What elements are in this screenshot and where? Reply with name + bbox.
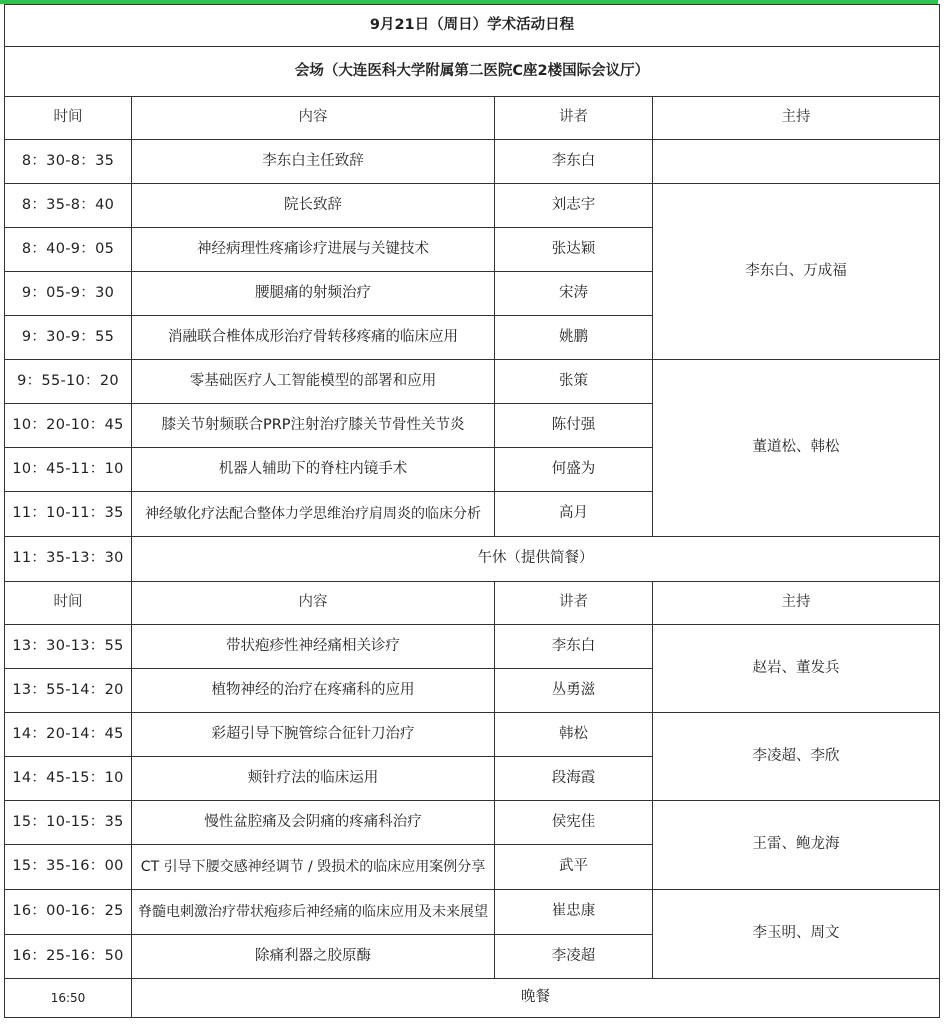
session-speaker: 韩松 [495, 713, 653, 757]
session-host: 李凌超、李欣 [653, 713, 940, 801]
header-time: 时间 [5, 97, 132, 140]
table-row [5, 360, 940, 404]
session-content: 神经敏化疗法配合整体力学思维治疗肩周炎的临床分析 [132, 492, 495, 537]
session-content: CT 引导下腰交感神经调节 / 毁损术的临床应用案例分享 [132, 845, 495, 890]
header-host: 主持 [653, 582, 940, 625]
table-row [5, 713, 940, 757]
table-row [5, 625, 940, 669]
session-content: 彩超引导下腕管综合征针刀治疗 [132, 713, 495, 757]
session-content: 神经病理性疼痛诊疗进展与关键技术 [132, 228, 495, 272]
session-speaker: 张策 [495, 360, 653, 404]
session-time: 14：20-14：45 [5, 713, 132, 757]
table-row [5, 184, 940, 228]
session-time: 9：05-9：30 [5, 272, 132, 316]
lunch-row [5, 537, 940, 582]
schedule-title: 9月21日（周日）学术活动日程 [5, 5, 940, 47]
session-content: 消融联合椎体成形治疗骨转移疼痛的临床应用 [132, 316, 495, 360]
session-time: 11：10-11：35 [5, 492, 132, 537]
session-speaker: 刘志宇 [495, 184, 653, 228]
session-content: 李东白主任致辞 [132, 140, 495, 184]
header-row-afternoon [5, 582, 940, 625]
session-host [653, 140, 940, 184]
dinner-label: 晚餐 [132, 979, 940, 1018]
session-time: 13：55-14：20 [5, 669, 132, 713]
session-time: 10：45-11：10 [5, 448, 132, 492]
table-row [5, 801, 940, 845]
session-content: 机器人辅助下的脊柱内镜手术 [132, 448, 495, 492]
header-time: 时间 [5, 582, 132, 625]
session-host: 董道松、韩松 [653, 360, 940, 537]
lunch-time: 11：35-13：30 [5, 537, 132, 582]
header-content: 内容 [132, 582, 495, 625]
session-content: 慢性盆腔痛及会阴痛的疼痛科治疗 [132, 801, 495, 845]
session-speaker: 丛勇滋 [495, 669, 653, 713]
session-time: 9：55-10：20 [5, 360, 132, 404]
session-speaker: 李凌超 [495, 935, 653, 979]
session-content: 带状疱疹性神经痛相关诊疗 [132, 625, 495, 669]
session-host: 王雷、鲍龙海 [653, 801, 940, 890]
session-speaker: 段海霞 [495, 757, 653, 801]
header-speaker: 讲者 [495, 582, 653, 625]
session-host: 赵岩、董发兵 [653, 625, 940, 713]
session-time: 15：10-15：35 [5, 801, 132, 845]
session-content: 膝关节射频联合PRP注射治疗膝关节骨性关节炎 [132, 404, 495, 448]
venue-title: 会场（大连医科大学附属第二医院C座2楼国际会议厅） [5, 47, 940, 97]
session-time: 10：20-10：45 [5, 404, 132, 448]
dinner-time: 16:50 [5, 979, 132, 1018]
session-speaker: 宋涛 [495, 272, 653, 316]
session-content: 除痛利器之胶原酶 [132, 935, 495, 979]
header-speaker: 讲者 [495, 97, 653, 140]
session-time: 16：00-16：25 [5, 890, 132, 935]
session-speaker: 侯宪佳 [495, 801, 653, 845]
header-row-morning [5, 97, 940, 140]
lunch-label: 午休（提供简餐） [132, 537, 940, 582]
session-time: 15：35-16：00 [5, 845, 132, 890]
session-speaker: 李东白 [495, 625, 653, 669]
session-speaker: 高月 [495, 492, 653, 537]
session-speaker: 何盛为 [495, 448, 653, 492]
session-content: 脊髓电刺激治疗带状疱疹后神经痛的临床应用及未来展望 [132, 890, 495, 935]
session-time: 13：30-13：55 [5, 625, 132, 669]
session-time: 8：40-9：05 [5, 228, 132, 272]
session-content: 颊针疗法的临床运用 [132, 757, 495, 801]
session-speaker: 崔忠康 [495, 890, 653, 935]
session-time: 8：30-8：35 [5, 140, 132, 184]
header-content: 内容 [132, 97, 495, 140]
session-time: 16：25-16：50 [5, 935, 132, 979]
session-time: 14：45-15：10 [5, 757, 132, 801]
session-time: 8：35-8：40 [5, 184, 132, 228]
dinner-row [5, 979, 940, 1018]
session-speaker: 姚鹏 [495, 316, 653, 360]
session-content: 零基础医疗人工智能模型的部署和应用 [132, 360, 495, 404]
session-time: 9：30-9：55 [5, 316, 132, 360]
session-content: 植物神经的治疗在疼痛科的应用 [132, 669, 495, 713]
session-content: 院长致辞 [132, 184, 495, 228]
header-host: 主持 [653, 97, 940, 140]
table-row [5, 140, 940, 184]
session-host: 李玉明、周文 [653, 890, 940, 979]
session-speaker: 张达颖 [495, 228, 653, 272]
table-row [5, 890, 940, 935]
session-content: 腰腿痛的射频治疗 [132, 272, 495, 316]
session-host: 李东白、万成福 [653, 184, 940, 360]
session-speaker: 李东白 [495, 140, 653, 184]
schedule-table [4, 4, 940, 1018]
session-speaker: 武平 [495, 845, 653, 890]
session-speaker: 陈付强 [495, 404, 653, 448]
